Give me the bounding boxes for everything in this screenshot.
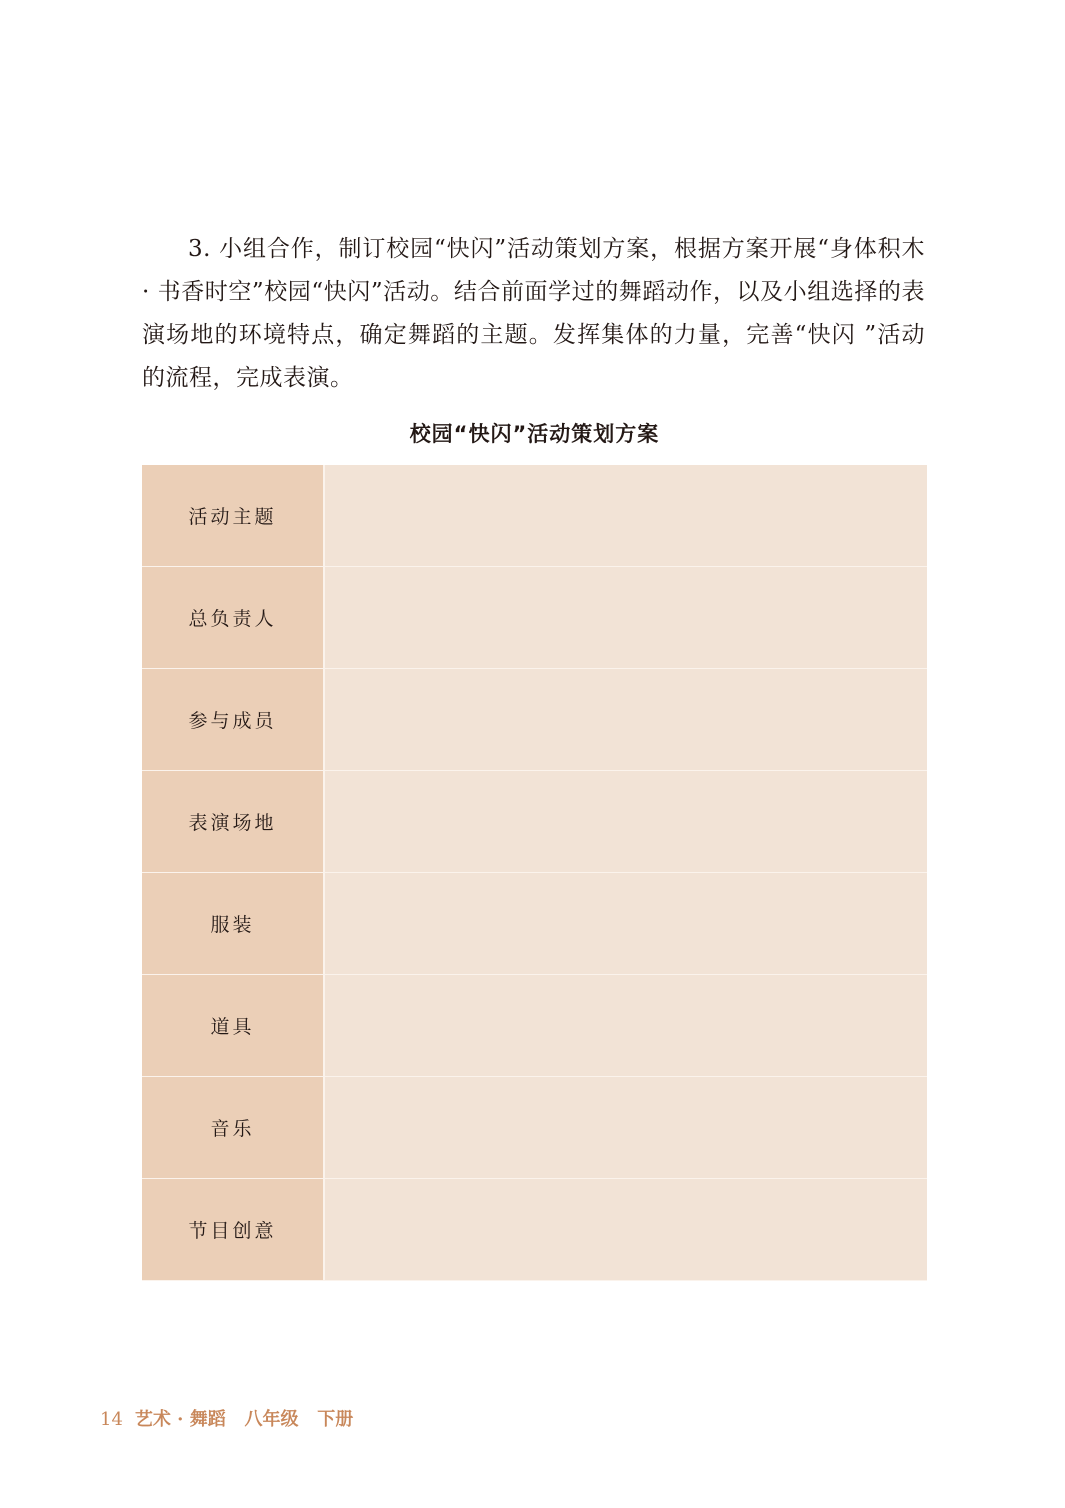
row-value-theme[interactable] (324, 465, 927, 567)
row-label-leader: 总负责人 (142, 567, 324, 669)
page-footer (100, 1405, 353, 1431)
row-label-music: 音乐 (142, 1077, 324, 1179)
activity-plan-table (142, 465, 927, 1281)
book-title: 艺术 · 舞蹈 八年级 下册 (134, 1409, 354, 1430)
row-value-music[interactable] (324, 1077, 927, 1179)
table-row (142, 771, 927, 873)
row-label-creativity: 节目创意 (142, 1179, 324, 1281)
table-row (142, 1179, 927, 1281)
table-row (142, 669, 927, 771)
row-label-theme: 活动主题 (142, 465, 324, 567)
table-row (142, 1077, 927, 1179)
row-label-members: 参与成员 (142, 669, 324, 771)
table-title: 校园“快闪”活动策划方案 (409, 422, 660, 446)
row-label-costume: 服装 (142, 873, 324, 975)
instruction-paragraph: 3. 小组合作，制订校园“快闪”活动策划方案，根据方案开展“身体积木 · 书香时空”校园“快闪”活动。结合前面学过的舞蹈动作，以及小组选择的表演场地的环境特点，确定舞蹈的主题。发挥集体的力量，完善“快闪 ”活动的流程，完成表演。 (142, 236, 925, 391)
row-value-members[interactable] (324, 669, 927, 771)
table-row (142, 465, 927, 567)
row-value-venue[interactable] (324, 771, 927, 873)
table-row (142, 567, 927, 669)
row-value-costume[interactable] (324, 873, 927, 975)
row-value-creativity[interactable] (324, 1179, 927, 1281)
table-row (142, 873, 927, 975)
row-label-venue: 表演场地 (142, 771, 324, 873)
page-number: 14 (100, 1409, 123, 1430)
row-value-leader[interactable] (324, 567, 927, 669)
table-row (142, 975, 927, 1077)
row-label-props: 道具 (142, 975, 324, 1077)
row-value-props[interactable] (324, 975, 927, 1077)
